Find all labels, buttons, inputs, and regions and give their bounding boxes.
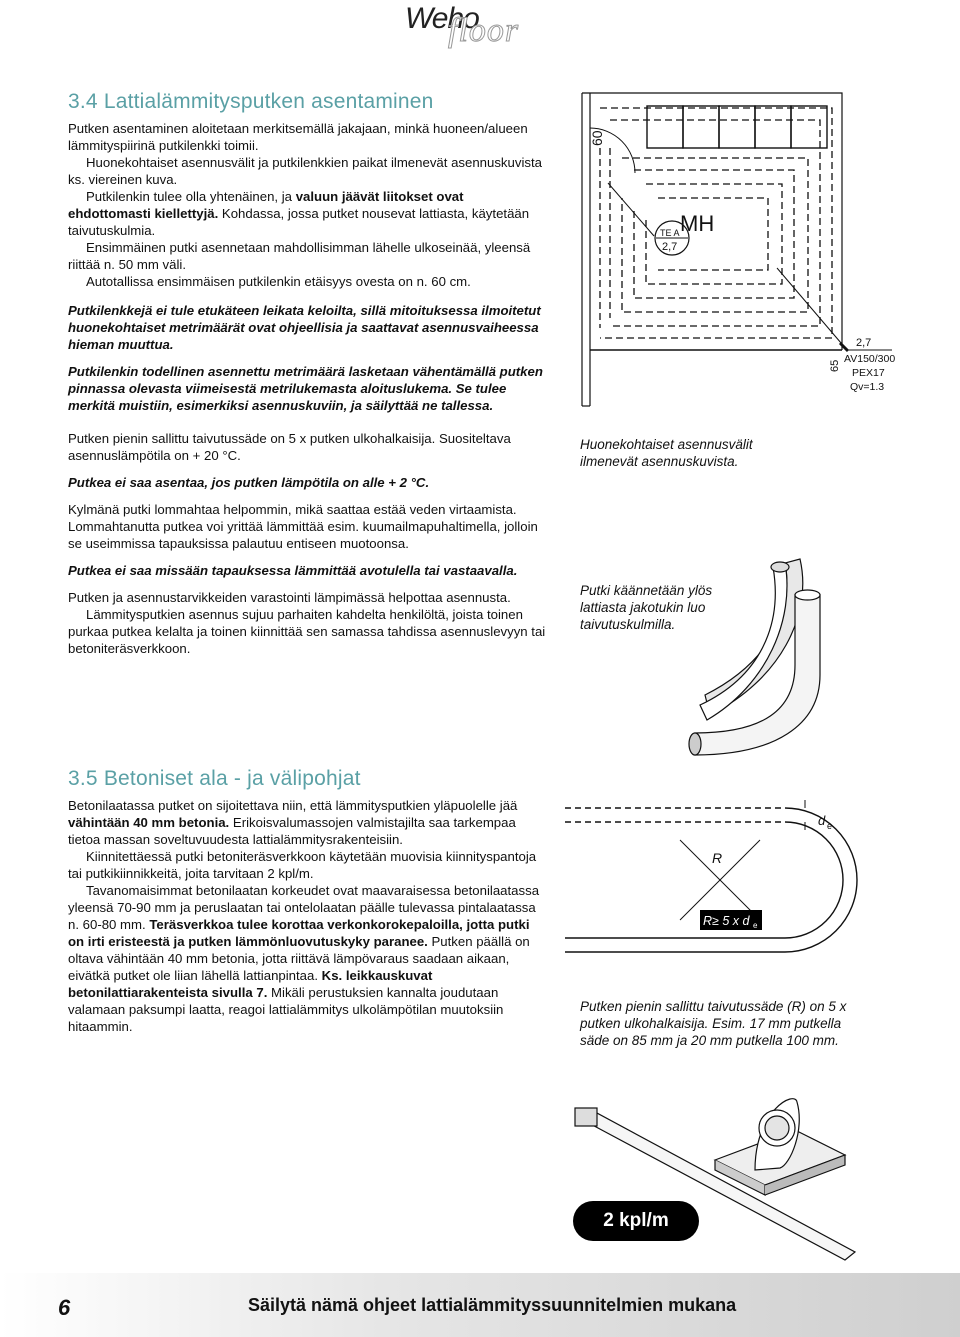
caption-bend-radius: Putken pienin sallittu taivutussäde (R) on 5 x putken ulkohalkaisija. Esim. 17 mm putkella säde on 85 mm ja 20 mm putkella 100 mm. (580, 999, 847, 1048)
paragraph: Putkea ei saa asentaa, jos putken lämpötila on alle + 2 °C. (68, 475, 430, 490)
paragraph: Putkilenkkejä ei tule etukäteen leikata keloilta, sillä mitoituksessa ilmoitetut huonekohtaiset metrimäärät ovat ohjeellisia ja saattavat asennusvaiheessa hieman muuttua. (68, 303, 541, 352)
caption-floorplan: Huonekohtaiset asennusvälit ilmenevät asennuskuvista. (580, 437, 753, 469)
spec-1: 2,7 (856, 337, 872, 349)
paragraph: Putken pienin sallittu taivutussäde on 5 x putken ulkohalkaisija. Suositeltava asennuslämpötila on + 20 °C. (68, 431, 511, 463)
room-label: MH (680, 211, 715, 236)
section-3-5 (68, 767, 548, 1035)
page-number: 6 (58, 1295, 71, 1320)
spec-3: PEX17 (852, 367, 885, 379)
paragraph: Huonekohtaiset asennusvälit ja putkilenkkien paikat ilmenevät asennuskuvista ks. viereinen kuva. (68, 155, 542, 187)
section-heading: 3.5 Betoniset ala - ja välipohjat (68, 767, 361, 790)
section-heading: 3.4 Lattialämmitysputken asentaminen (68, 90, 434, 113)
bend-radius-diagram (560, 795, 860, 975)
paragraph: Autotallissa ensimmäisen putkilenkin etäisyys ovesta on n. 60 cm. (86, 274, 471, 289)
paragraph: Putkilenkin tulee olla yhtenäinen, ja valuun jäävät liitokset ovat ehdottomasti kiellettyjä. Kohdassa, jossa putket nousevat lattiasta, käytetään taivutuskulmia. (68, 189, 530, 238)
te-label: TE A (660, 228, 680, 238)
paragraph: Betonilaatassa putket on sijoitettava niin, että lämmitysputkien yläpuolelle jää vähintään 40 mm betonia. Erikoisvalumassojen valmistajilta saa tarkempaa tietoa massan soveltuvuudesta lattialämmitysrakenteisiin. (68, 798, 518, 847)
paragraph: Putken ja asennustarvikkeiden varastointi lämpimässä helpottaa asennusta. (68, 590, 511, 605)
de-label: d (818, 813, 826, 828)
paragraph: Ensimmäinen putki asennetaan mahdollisimman lähelle ulkoseinää, yleensä riittää n. 50 mm väli. (68, 240, 531, 272)
te-value: 2,7 (662, 241, 678, 253)
formula-subscript: e (753, 921, 758, 930)
logo-floor: floor (448, 12, 520, 49)
section-3-4-cont (68, 430, 548, 657)
quantity-badge: 2 kpl/m (573, 1201, 699, 1241)
formula-label: R≥ 5 x d (703, 914, 750, 928)
paragraph: Lämmitysputkien asennus sujuu parhaiten kahdelta henkilöltä, joista toinen purkaa putkea kelalta ja toinen kiinnittää sen samassa tahdissa asennuslevyyn tai betoniteräsverkkoon. (68, 607, 546, 656)
pipe-bend-support-illustration (655, 555, 865, 780)
weho-floor-logo (400, 0, 560, 60)
page-footer (0, 1273, 960, 1337)
dimension-label: 60 (589, 130, 605, 146)
side-dim: 65 (829, 359, 841, 372)
footer-text: Säilytä nämä ohjeet lattialämmityssuunnitelmien mukana (248, 1295, 737, 1315)
spec-2: AV150/300 (844, 353, 896, 365)
radius-label: R (712, 850, 723, 866)
paragraph: Putkilenkin todellinen asennettu metrimäärä lasketaan vähentämällä putken pinnassa olevasta viimeisestä metrilukemasta aloituslukema. Se tulee merkitä muistiin, esimerkiksi asennuskuviin, ja säilyttää ne tallessa. (68, 364, 543, 413)
caption-bend-support: Putki käännetään ylös lattiasta jakotukin luo taivutuskulmilla. (580, 583, 713, 632)
paragraph: Kiinnitettäessä putki betoniteräsverkkoon käytetään muovisia kiinnityspantoja tai putkikiinnikkeitä, joita tarvitaan 2 kpl/m. (68, 849, 537, 881)
paragraph: Putkea ei saa missään tapauksessa lämmittää avotulella tai vastaavalla. (68, 563, 518, 578)
logo-weho: Weho (405, 2, 479, 35)
spec-4: Qv=1.3 (850, 381, 885, 393)
paragraph: Tavanomaisimmat betonilaatan korkeudet ovat maavaraisessa betonilaatassa yleensä 70-90 mm ja peruslaatan tai ontelolaatan päälle tulevassa pintalaatassa n. 60-80 mm. Teräsverkkoa tulee korottaa verkonkorokepaloilla, jotta putki on irti eristeestä ja putken lämmönluovutuskyky paranee. Putken päällä on oltava vähintään 40 mm betonia, jotta riittävä lämpövaraus saadaan aikaan, eivätkä putket ole liian lähellä lattianpintaa. Ks. leikkauskuvat betonilattiarakenteista sivulla 7. Mikäli perustuksien kannalta joudutaan valamaan paksumpi laatta, reagoi lattialämmitys ulkolämpötilan muutoksiin hitaammin. (68, 883, 540, 1034)
floor-plan-drawing (572, 88, 902, 408)
paragraph: Putken asentaminen aloitetaan merkitsemällä jakajaan, minkä huoneen/alueen lämmityspiirinä putkilenkki toimii. (68, 121, 528, 153)
paragraph: Kylmänä putki lommahtaa helpommin, mikä saattaa estää veden virtaamista. Lommahtanutta putkea voi yrittää lämmittää esim. kuumailmapuhaltimella, jolloin se useimmissa tapauksissa palautuu entiseen muotoonsa. (68, 502, 538, 551)
de-subscript: e (827, 821, 833, 831)
section-3-4 (68, 90, 548, 414)
